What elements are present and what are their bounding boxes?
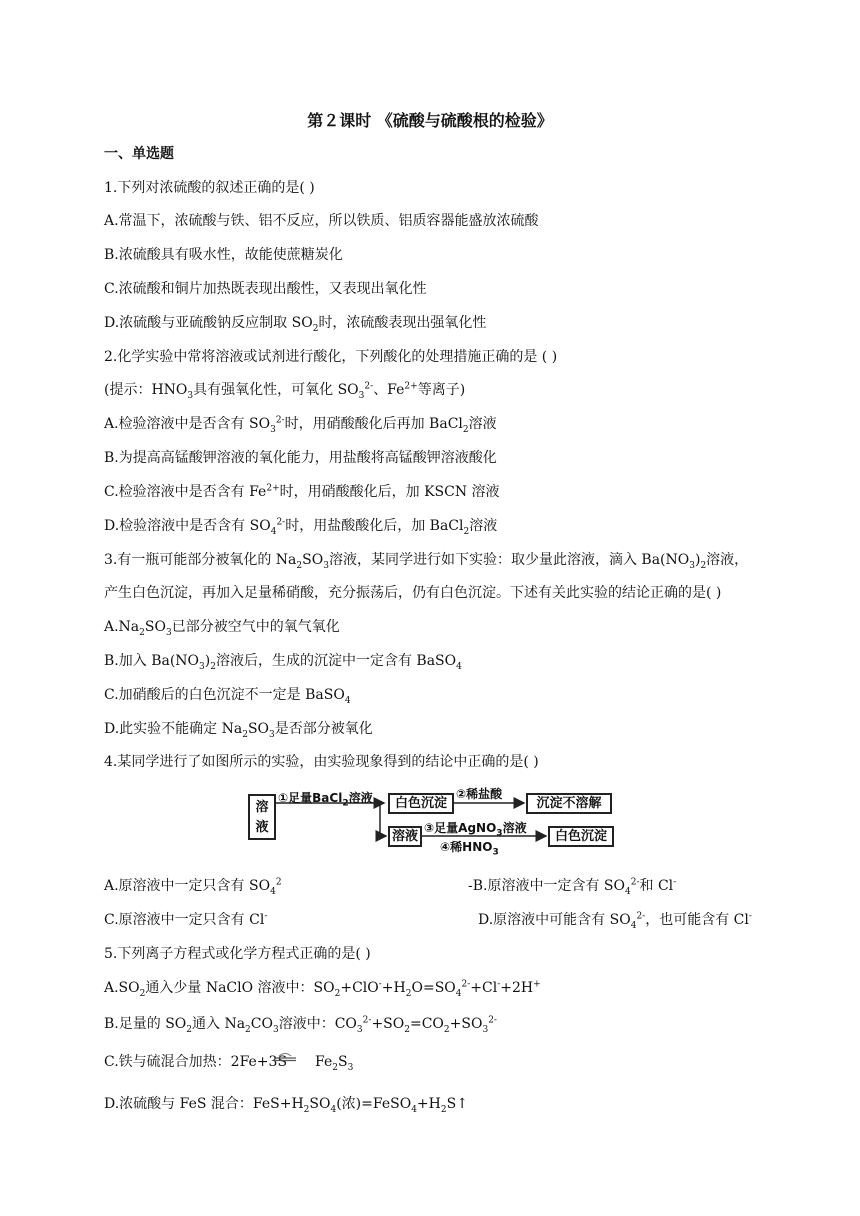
q4-option-b: -B.原溶液中一定含有 $SO_4^{2-}$和 Cl-	[468, 877, 677, 897]
q2-option-c: C.检验溶液中是否含有 $Fe^{2+}$时，用硝酸酸化后，加 KSCN 溶液	[104, 483, 500, 500]
q2-hint: (提示：$HNO_3$具有强氧化性，可氧化 $SO_3^{2-}$、$Fe^{2+}$等离子)	[104, 381, 466, 401]
q4-stem: 4.某同学进行了如图所示的实验，由实验现象得到的结论中正确的是( )	[104, 754, 539, 770]
q3-option-a: $A.Na_2SO_3$已部分被空气中的氧气氧化	[104, 619, 340, 638]
q1-option-d: D.浓硫酸与亚硫酸钠反应制取 $SO_2$时，浓硫酸表现出强氧化性	[104, 315, 487, 334]
section-heading: 一、单选题	[104, 146, 174, 162]
start-solution-box: 溶液	[248, 794, 276, 840]
q4-option-d: D.原溶液中可能含有 $SO_4^{2-}$，也可能含有 Cl-	[478, 911, 752, 931]
q3-stem-line1: 3.有一瓶可能部分被氧化的 $Na_2SO_3$溶液，某同学进行如下实验：取少量此溶液，滴入 $Ba(NO_3)_2$溶液，	[104, 552, 749, 571]
q1-option-b: B.浓硫酸具有吸水性，故能使蔗糖炭化	[104, 247, 343, 263]
q4-option-c: C.原溶液中一定只含有 Cl-	[104, 911, 268, 928]
q2-option-d: D.检验溶液中是否含有 $SO_4^{2-}$时，用盐酸酸化后，加 BaCl$_2$溶液	[104, 517, 498, 537]
precipitate-insoluble-box: 沉淀不溶解	[526, 793, 612, 814]
q2-stem: 2.化学实验中常将溶液或试剂进行酸化，下列酸化的处理措施正确的是 ( )	[104, 349, 558, 365]
step4-label: ④稀$HNO_3$	[440, 840, 499, 858]
white-precipitate-box-1: 白色沉淀	[388, 793, 454, 814]
step2-label: ②稀盐酸	[456, 787, 503, 801]
heating-arrow-icon	[273, 1052, 297, 1062]
page-title: 第２课时 《硫酸与硫酸根的检验》	[307, 111, 553, 130]
q2-option-b: B.为提高高锰酸钾溶液的氧化能力，用盐酸将高锰酸钾溶液酸化	[104, 450, 497, 466]
filtrate-solution-box: 溶液	[388, 826, 422, 847]
step1-label: ①足量BaCl$_2$溶液	[278, 791, 373, 809]
q5-option-c: C.铁与硫混合加热：2Fe+3S $Fe_2S_3$	[104, 1054, 354, 1073]
q5-option-d: D.浓硫酸与 FeS 混合：$FeS+H_2SO_4$(浓)$=FeSO_4+H_2S↑$	[104, 1096, 468, 1115]
white-precipitate-box-2: 白色沉淀	[548, 826, 614, 847]
q5-option-b: B.足量的 $SO_2$通入 $Na_2CO_3$溶液中：$CO_3^{2-}+SO_2=CO_2+SO_3^{2-}$	[104, 1015, 497, 1035]
q1-option-c: C.浓硫酸和铜片加热既表现出酸性，又表现出氧化性	[104, 281, 427, 297]
step3-label: ③足量AgNO$_3$溶液	[424, 821, 527, 839]
q2-option-a: A.检验溶液中是否含有 $SO_3^{2-}$时，用硝酸酸化后再加 BaCl$_2$溶液	[104, 415, 497, 435]
experiment-flow-diagram	[244, 787, 616, 858]
q1-option-a: A.常温下，浓硫酸与铁、铝不反应，所以铁质、铝质容器能盛放浓硫酸	[104, 213, 539, 229]
q4-option-a: A.原溶液中一定只含有 $SO_4^2$	[104, 877, 282, 897]
q3-option-b: B.加入 $Ba(NO_3)_2$溶液后，生成的沉淀中一定含有 BaSO$_4$	[104, 653, 462, 672]
q1-stem: 1.下列对浓硫酸的叙述正确的是( )	[104, 180, 315, 196]
q5-option-a: $A.SO_2$通入少量 NaClO 溶液中：$SO_2+ClO^-+H_2O=SO_4^{2-}+Cl^-+2H^+$	[104, 979, 541, 999]
q5-stem: 5.下列离子方程式或化学方程式正确的是( )	[104, 946, 371, 962]
q3-stem-line2: 产生白色沉淀，再加入足量稀硝酸，充分振荡后，仍有白色沉淀。下述有关此实验的结论正确的是( )	[104, 585, 722, 601]
q3-option-c: C.加硝酸后的白色沉淀不一定是 BaSO$_4$	[104, 687, 351, 706]
q3-option-d: D.此实验不能确定 $Na_2SO_3$是否部分被氧化	[104, 721, 373, 740]
